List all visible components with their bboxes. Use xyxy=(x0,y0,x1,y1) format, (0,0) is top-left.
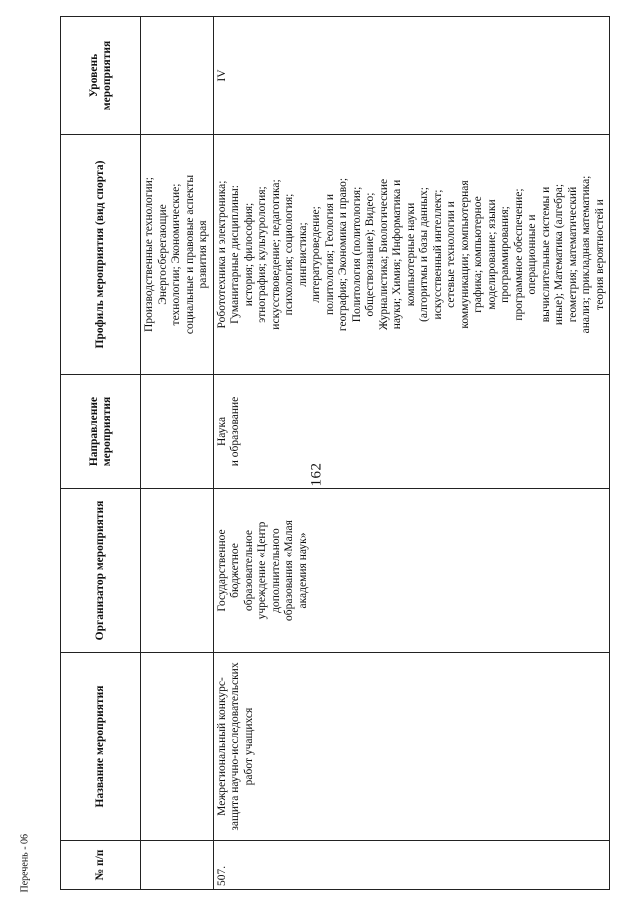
cont-num-cell xyxy=(141,841,214,890)
row-profile-line: искусствоведение; педагогика; xyxy=(269,179,282,330)
cont-profile-line: технологии; Экономические; xyxy=(170,183,182,326)
table-header-row xyxy=(61,17,141,890)
row-organizer-line: учреждение «Центр xyxy=(256,521,268,620)
row-organizer-line: образования «Малая xyxy=(283,520,295,621)
row-profile-line: теория вероятностей и xyxy=(593,199,606,310)
row-profile-line: геометрия; математический xyxy=(566,186,579,323)
cont-profile-line: Производственные технологии; xyxy=(143,177,155,332)
row-organizer-line: дополнительного xyxy=(269,528,282,613)
row-organizer-line: образовательное xyxy=(242,529,255,612)
cont-profile-line: социальные и правовые аспекты xyxy=(183,174,196,335)
row-profile-line: психология; социология; xyxy=(283,193,295,316)
cont-profile-cell xyxy=(141,135,214,375)
row-profile-line: программирования; xyxy=(499,206,511,303)
table-row-continued xyxy=(141,17,214,890)
row-name-line: Межрегиональный конкурс- xyxy=(215,677,228,816)
row-profile-line: вычислительные системы и xyxy=(539,186,552,323)
row-profile-line: Журналистика; Биологические xyxy=(377,178,390,331)
row-direction-line: Наука xyxy=(215,416,228,447)
row-profile-line: Гуманитарные дисциплины: xyxy=(229,185,241,324)
cont-level-cell xyxy=(141,17,214,135)
cont-direction-cell xyxy=(141,375,214,489)
row-profile-line: политология; Геология и xyxy=(323,194,336,315)
row-profile-line: литературоведение; xyxy=(310,206,322,303)
row-name-cell xyxy=(213,653,610,841)
row-profile-line: лингвистика; xyxy=(296,222,309,287)
row-profile-line: этнография; культурология; xyxy=(256,186,268,323)
row-profile-line: (алгоритмы и базы данных; xyxy=(418,187,430,322)
row-profile-line: история; философия; xyxy=(242,202,255,307)
row-organizer-line: академия наук» xyxy=(296,532,309,609)
row-name-line: защита научно-исследовательских xyxy=(229,662,241,831)
row-profile-line: моделирование; языки xyxy=(485,199,498,310)
row-profile-line: география; Экономика и право; xyxy=(337,177,349,332)
row-profile-line: Робототехника и электроника; xyxy=(215,180,228,329)
row-direction-cell xyxy=(213,375,610,489)
header-num: № п/п xyxy=(61,841,141,890)
header-name: Название мероприятия xyxy=(61,653,141,841)
cont-profile-line: развития края xyxy=(197,220,209,289)
cont-profile-line: Энергосберегающие xyxy=(156,204,169,305)
table-row xyxy=(213,17,610,890)
row-profile-line: анализ; прикладная математика; xyxy=(580,175,592,334)
row-profile-line: программное обеспечение; xyxy=(512,188,525,321)
row-profile-line: сетевые технологии и xyxy=(445,201,457,308)
row-profile-cell xyxy=(213,135,610,375)
events-table xyxy=(60,16,610,890)
page-number: 162 xyxy=(308,462,325,487)
row-profile-line: науки; Химия; Информатика и xyxy=(391,179,403,330)
row-profile-line: операционные и xyxy=(526,214,538,295)
page-footer: Перечень - 06 xyxy=(19,833,31,893)
row-name-line: работ учащихся xyxy=(242,707,255,786)
row-num-cell: 507. xyxy=(213,841,610,890)
header-level: Уровень мероприятия xyxy=(61,17,141,135)
row-profile-line: Политология (политология; xyxy=(350,186,363,323)
row-organizer-cell xyxy=(213,489,610,653)
header-direction: Направление мероприятия xyxy=(61,375,141,489)
header-organizer: Организатор мероприятия xyxy=(61,489,141,653)
row-profile-line: компьютерные науки xyxy=(404,202,417,307)
row-profile-line: графика; компьютерное xyxy=(472,196,484,313)
row-level-cell: IV xyxy=(213,17,610,135)
row-profile-line: иные); Математика (алгебра; xyxy=(553,183,565,326)
rotated-table-container xyxy=(60,17,606,890)
row-organizer-line: Государственное xyxy=(215,529,228,612)
row-profile-line: обществознание); Видео; xyxy=(364,192,376,317)
row-profile-line: коммуникации; компьютерная xyxy=(458,180,471,329)
row-organizer-line: бюджетное xyxy=(229,543,241,598)
header-profile: Профиль мероприятия (вид спорта) xyxy=(61,135,141,375)
row-profile-line: искусственный интеллект; xyxy=(431,189,444,320)
row-direction-line: и образование xyxy=(229,396,241,467)
cont-name-cell xyxy=(141,653,214,841)
cont-organizer-cell xyxy=(141,489,214,653)
